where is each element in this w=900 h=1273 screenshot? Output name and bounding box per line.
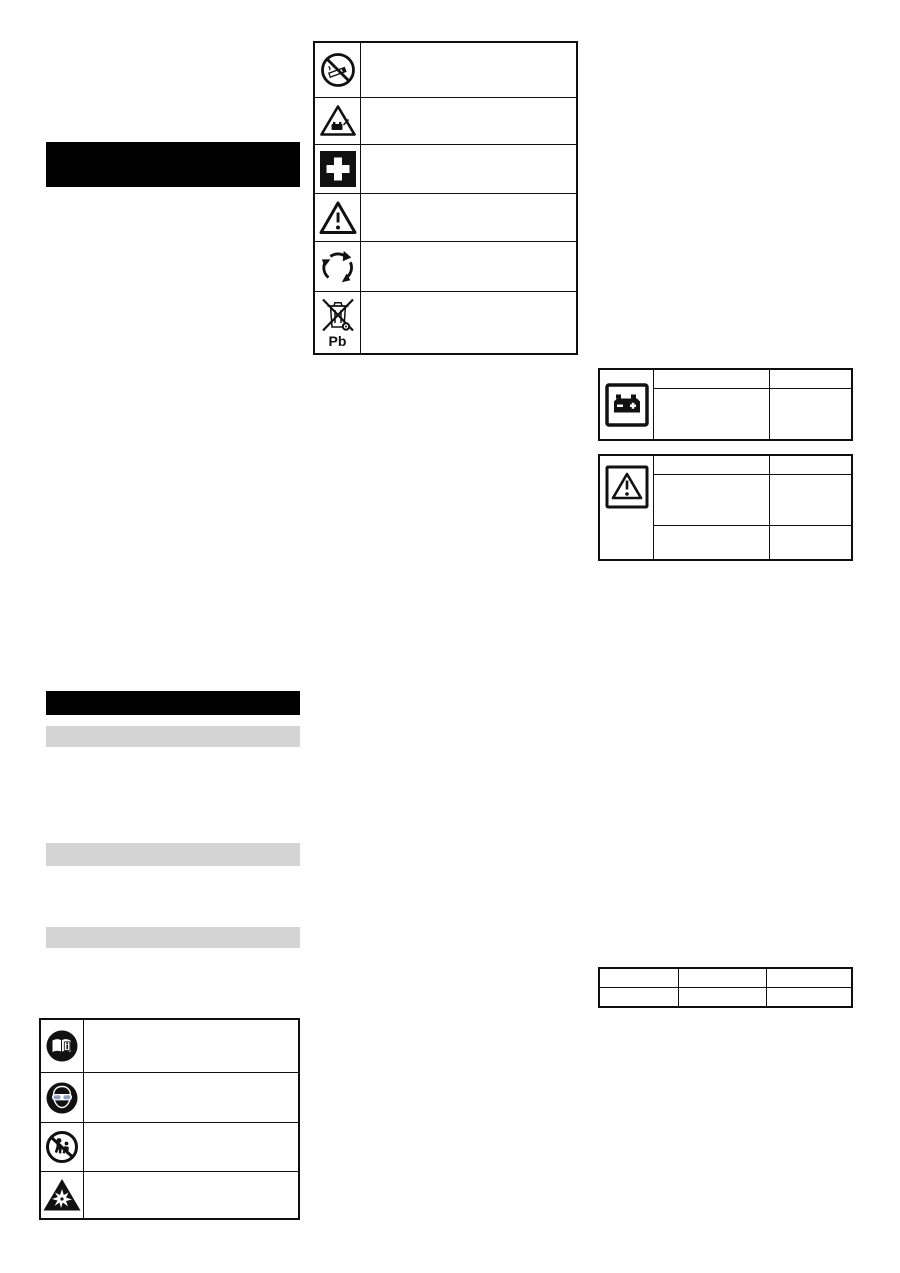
table-row <box>41 1123 298 1172</box>
symbol-cell <box>41 1020 84 1072</box>
value-cell <box>770 389 851 439</box>
description-cell <box>84 1123 298 1171</box>
warning-square-icon <box>604 464 650 510</box>
table-row <box>41 1172 298 1218</box>
symbol-cell <box>41 1073 84 1122</box>
bottom-symbol-table <box>39 1018 300 1220</box>
value-cell <box>767 988 851 1006</box>
top-symbol-table <box>313 41 578 355</box>
table-header-row <box>654 456 851 475</box>
value-cell <box>679 988 767 1006</box>
battery-spec-table <box>598 368 853 441</box>
description-cell <box>84 1172 298 1218</box>
eye-protection-icon <box>45 1081 79 1115</box>
symbol-cell <box>315 242 361 291</box>
description-cell <box>361 194 576 241</box>
table-header-row <box>600 969 851 988</box>
table-row <box>315 194 576 242</box>
description-cell <box>361 43 576 97</box>
header-cell <box>767 969 851 987</box>
pb-label: Pb <box>328 333 347 349</box>
symbol-cell <box>315 43 361 97</box>
recycling-icon <box>318 248 358 286</box>
header-cell <box>654 456 770 474</box>
symbol-cell <box>600 370 654 439</box>
value-cell <box>770 526 851 559</box>
subheader-bar-gray <box>46 726 300 747</box>
no-children-icon <box>45 1130 79 1164</box>
symbol-cell <box>315 292 361 353</box>
symbol-cell <box>315 145 361 193</box>
subheader-bar-gray <box>46 843 300 866</box>
table-row <box>315 145 576 194</box>
header-cell <box>654 370 770 388</box>
explosion-hazard-icon <box>42 1177 82 1213</box>
description-cell <box>361 292 576 353</box>
description-cell <box>361 242 576 291</box>
battery-icon <box>604 382 650 428</box>
table-row <box>315 242 576 292</box>
description-cell <box>84 1020 298 1072</box>
subheader-bar-gray <box>46 927 300 948</box>
description-cell <box>361 145 576 193</box>
symbol-cell <box>315 194 361 241</box>
warning-spec-table <box>598 454 853 561</box>
symbol-cell <box>41 1172 84 1218</box>
table-row <box>654 475 851 526</box>
general-warning-icon <box>318 200 358 236</box>
value-cell <box>770 475 851 525</box>
table-header-row <box>654 370 851 389</box>
symbol-cell <box>41 1123 84 1171</box>
section-header-bar-black <box>46 691 300 715</box>
header-cell <box>600 969 679 987</box>
value-cell <box>600 988 679 1006</box>
value-cell <box>654 389 770 439</box>
description-cell <box>361 98 576 144</box>
table-row <box>315 292 576 353</box>
symbol-cell <box>315 98 361 144</box>
symbol-cell <box>600 456 654 559</box>
corrosive-acid-warning-icon <box>318 103 358 139</box>
table-row <box>600 988 851 1006</box>
header-cell <box>770 370 851 388</box>
battery-disposal-bin-icon <box>321 297 355 333</box>
table-row <box>315 43 576 98</box>
header-cell <box>770 456 851 474</box>
table-row <box>41 1073 298 1123</box>
first-aid-icon <box>320 151 356 187</box>
value-cell <box>654 475 770 525</box>
table-row <box>315 98 576 145</box>
table-row <box>41 1020 298 1073</box>
description-cell <box>84 1073 298 1122</box>
table-row <box>654 389 851 439</box>
read-manual-icon <box>45 1029 79 1063</box>
no-smoking-icon <box>319 51 357 89</box>
value-cell <box>654 526 770 559</box>
header-cell <box>679 969 767 987</box>
table-row <box>654 526 851 559</box>
bottom-right-table <box>598 967 853 1008</box>
section-header-bar-black <box>46 142 300 187</box>
